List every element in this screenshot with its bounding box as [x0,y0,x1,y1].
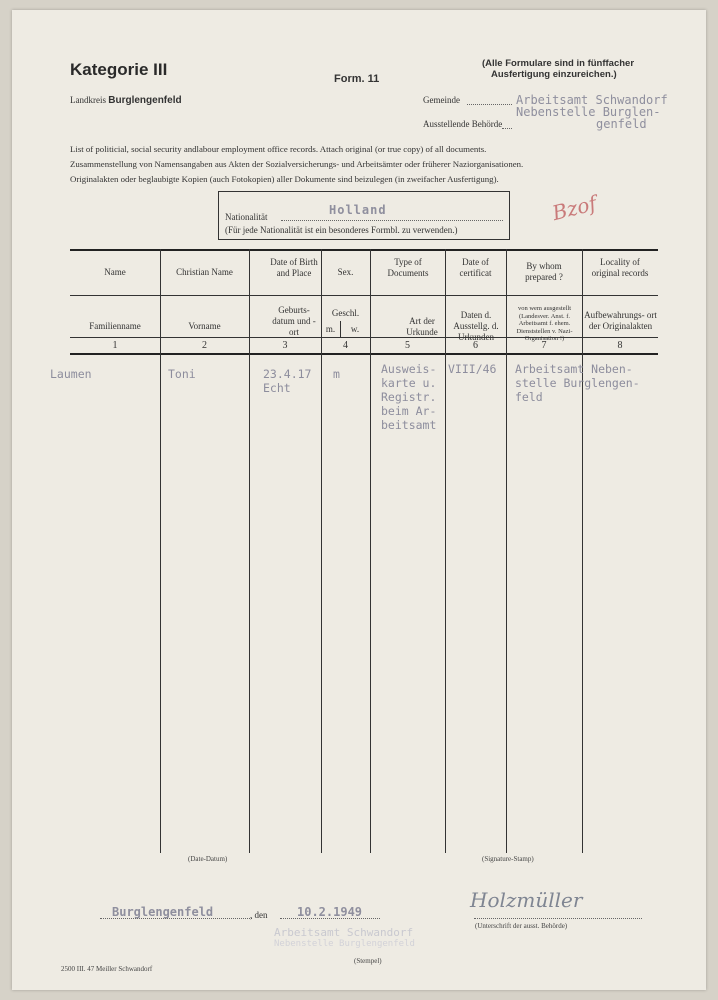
header-bottom-rule [70,353,658,355]
den-label: , den [250,910,268,920]
nationality-value: Holland [329,203,387,217]
gemeinde-label: Gemeinde [423,95,460,105]
cell-first-name: Toni [168,367,196,381]
intro-line-1: List of politicial, social security andlabour employment office records. Attach original (or true copy) of all documents. [70,144,487,154]
behoerde-stamp-line-3: genfeld [596,117,647,131]
col-header-name: Name [104,267,126,277]
place-value: Burglengenfeld [112,905,214,919]
cell-name: Laumen [50,367,92,381]
stamp-label: (Stempel) [354,957,382,965]
col-header-birth-de: Geburts- datum und -ort [272,305,316,337]
col-header-christian-name: Christian Name [176,267,233,277]
stamp-faint-1: Arbeitsamt Schwandorf [274,926,414,939]
col-header-doc-type-de: Art der Urkunde [406,316,438,337]
form-number: Form. 11 [334,73,380,85]
col-number: 3 [282,340,288,351]
col-header-prepared: By whom prepared ? [525,261,563,282]
place-field[interactable] [100,918,252,919]
col-number: 8 [617,340,623,351]
landkreis-value: Burglengenfeld [108,95,182,106]
col-header-locality-de: Aufbewahrungs- ort der Originalakten [584,310,657,331]
footer-date-label: (Date-Datum) [188,855,228,863]
nationality-label: Nationalität [225,212,268,222]
col-header-sex-m: m. [325,324,336,334]
cell-prepared-by: Arbeitsamt Neben- stelle Burglengen- feld [515,362,640,404]
category-title: Kategorie III [70,60,168,79]
nationality-field[interactable] [281,220,503,221]
col-header-sex: Sex. [337,267,354,277]
printer-info: 2500 III. 47 Meiller Schwandorf [61,965,153,973]
notice-line-2: Ausfertigung einzureichen.) [491,69,617,80]
stamp-faint-2: Nebenstelle Burglengenfeld [274,939,415,949]
notice-line-1: (Alle Formulare sind in fünffacher [482,58,635,69]
handwritten-mark: Bzof [549,190,599,226]
intro-line-2: Zusammenstellung von Namensangaben aus Akten der Sozialversicherungs- und Arbeitsämter oder früherer Naziorganisationen. [70,159,524,169]
nationality-note: (Für jede Nationalität ist ein besonderes Formbl. zu verwenden.) [225,225,458,235]
signature: Holzmüller [470,888,583,912]
col-header-sex-w: w. [350,324,360,334]
date-field[interactable] [280,918,380,919]
col-number: 4 [343,340,348,351]
behoerde-stamp-line-2: Nebenstelle Burglen- [516,105,661,119]
landkreis-label: Landkreis [70,95,106,105]
form-sheet [12,10,706,990]
col-header-date-de: Daten d. Ausstellg. d. Urkunden [453,310,499,342]
col-header-prepared-de: von wem ausgestellt (Landesver. Anst. f. Arbeitsamt f. ehem. Dienststellen v. Nazi-Organisation !) [516,305,573,342]
col-header-birth: Date of Birth and Place [270,257,318,278]
behoerde-stamp-line-1: Arbeitsamt Schwandorf [516,93,668,107]
col-header-date: Date of certificat [459,257,492,278]
cell-sex: m [333,367,340,381]
cell-birth: 23.4.17 Echt [263,367,312,395]
table-top-rule [70,249,658,251]
landkreis [70,95,182,106]
intro-text [70,142,523,187]
col-number: 1 [112,340,118,351]
cell-doc-type: Ausweis- karte u. Registr. beim Ar- beitsamt [381,362,437,432]
footer-signature-label: (Signature-Stamp) [482,855,534,863]
records-table [50,249,658,863]
header-divider [70,295,658,296]
intro-line-3: Originalakten oder beglaubigte Kopien (auch Fotokopien) aller Dokumente sind beizulegen (in zweifacher Ausfertigung). [70,174,499,184]
cell-date: VIII/46 [448,362,497,376]
date-value: 10.2.1949 [297,905,363,919]
col-number: 6 [473,340,478,351]
behoerde-label: Ausstellende Behörde [423,119,503,129]
behoerde-stamp [516,94,668,130]
col-header-sex-de: Geschl. [331,308,360,318]
gemeinde-field[interactable] [467,104,512,105]
col-number: 5 [405,340,410,351]
signature-field[interactable] [474,918,642,919]
nationality-box [218,191,510,240]
col-number: 7 [541,340,547,351]
behoerde-field[interactable] [502,128,512,129]
col-header-christian-name-de: Vorname [188,321,221,331]
col-header-locality: Locality of original records [591,257,649,278]
col-header-doc-type: Type of Documents [387,257,429,278]
col-number: 2 [202,340,207,351]
col-header-name-de: Familienname [89,321,141,331]
signature-label: (Unterschrift der ausst. Behörde) [475,922,568,930]
